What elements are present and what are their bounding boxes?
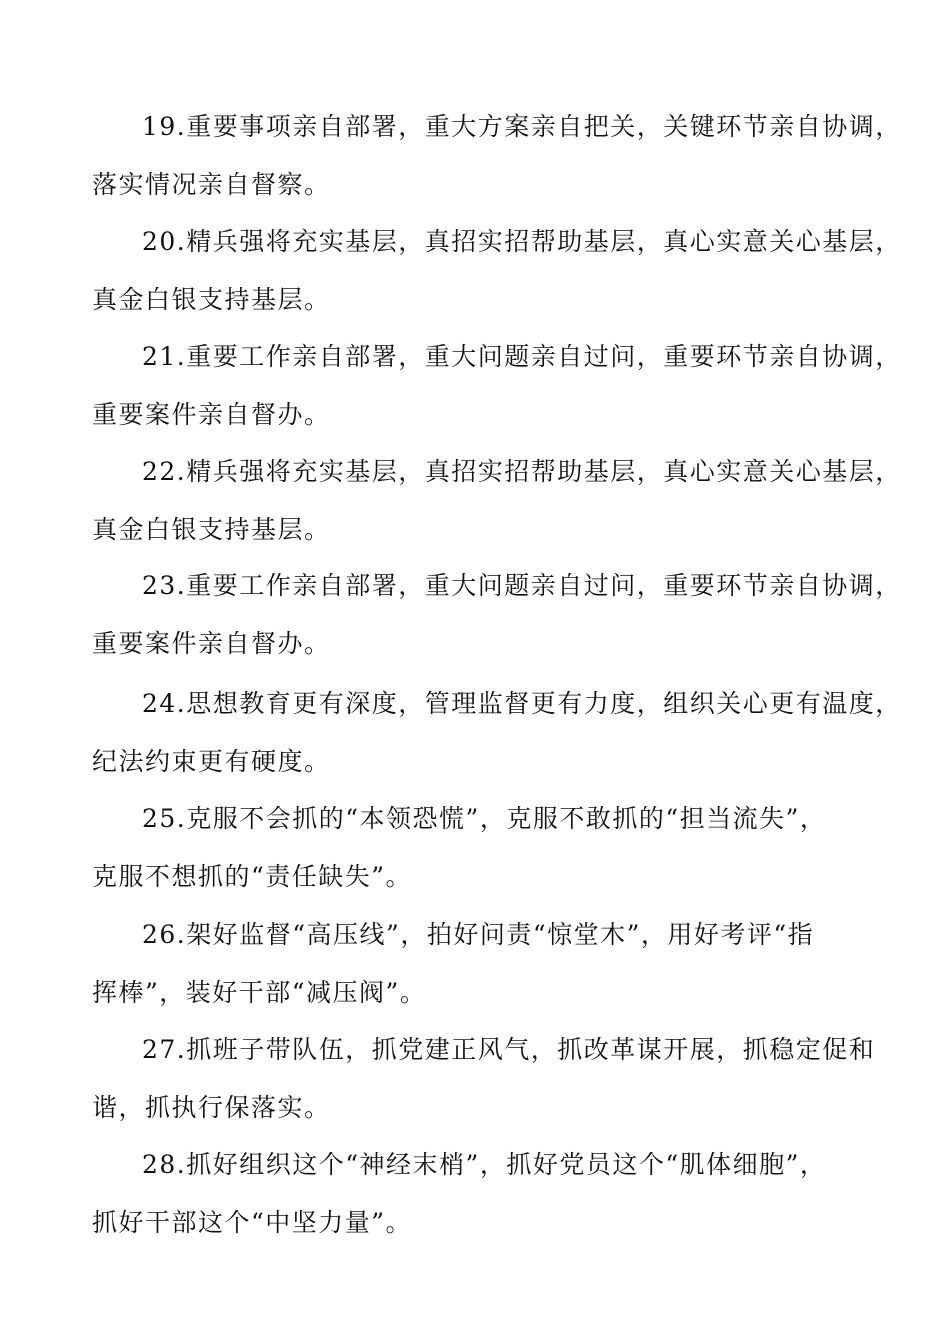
paragraph-line: 22.精兵强将充实基层，真招实招帮助基层，真心实意关心基层， [142, 457, 902, 486]
paragraph-line: 24.思想教育更有深度，管理监督更有力度，组织关心更有温度， [142, 689, 902, 718]
paragraph-line: 抓好干部这个“中坚力量”。 [92, 1208, 413, 1237]
paragraph-line: 23.重要工作亲自部署，重大问题亲自过问，重要环节亲自协调， [142, 571, 902, 600]
paragraph-27 [92, 1021, 876, 1137]
paragraph-23 [92, 557, 902, 673]
paragraph-19 [92, 98, 902, 214]
paragraph-line: 27.抓班子带队伍，抓党建正风气，抓改革谋开展，抓稳定促和 [142, 1035, 876, 1064]
paragraph-line: 28.抓好组织这个“神经末梢”，抓好党员这个“肌体细胞”， [142, 1150, 827, 1179]
paragraph-line: 挥棒”，装好干部“减压阀”。 [92, 978, 427, 1007]
paragraph-22 [92, 443, 902, 559]
paragraph-line: 真金白银支持基层。 [92, 285, 331, 314]
paragraph-26 [92, 906, 862, 1022]
paragraph-24 [92, 675, 902, 791]
paragraph-line: 25.克服不会抓的“本领恐慌”，克服不敢抓的“担当流失”， [142, 804, 827, 833]
paragraph-line: 真金白银支持基层。 [92, 515, 331, 544]
paragraph-28 [92, 1136, 862, 1252]
paragraph-21 [92, 328, 902, 444]
paragraph-20 [92, 213, 902, 329]
paragraph-line: 26.架好监督“高压线”，拍好问责“惊堂木”，用好考评“指 [142, 920, 815, 949]
paragraph-line: 20.精兵强将充实基层，真招实招帮助基层，真心实意关心基层， [142, 227, 902, 256]
paragraph-line: 21.重要工作亲自部署，重大问题亲自过问，重要环节亲自协调， [142, 342, 902, 371]
paragraph-line: 重要案件亲自督办。 [92, 629, 331, 658]
paragraph-line: 19.重要事项亲自部署，重大方案亲自把关，关键环节亲自协调， [142, 112, 902, 141]
paragraph-line: 纪法约束更有硬度。 [92, 747, 331, 776]
paragraph-line: 谐，抓执行保落实。 [92, 1093, 331, 1122]
paragraph-25 [92, 790, 862, 906]
paragraph-line: 落实情况亲自督察。 [92, 170, 331, 199]
paragraph-line: 克服不想抓的“责任缺失”。 [92, 862, 413, 891]
paragraph-line: 重要案件亲自督办。 [92, 400, 331, 429]
